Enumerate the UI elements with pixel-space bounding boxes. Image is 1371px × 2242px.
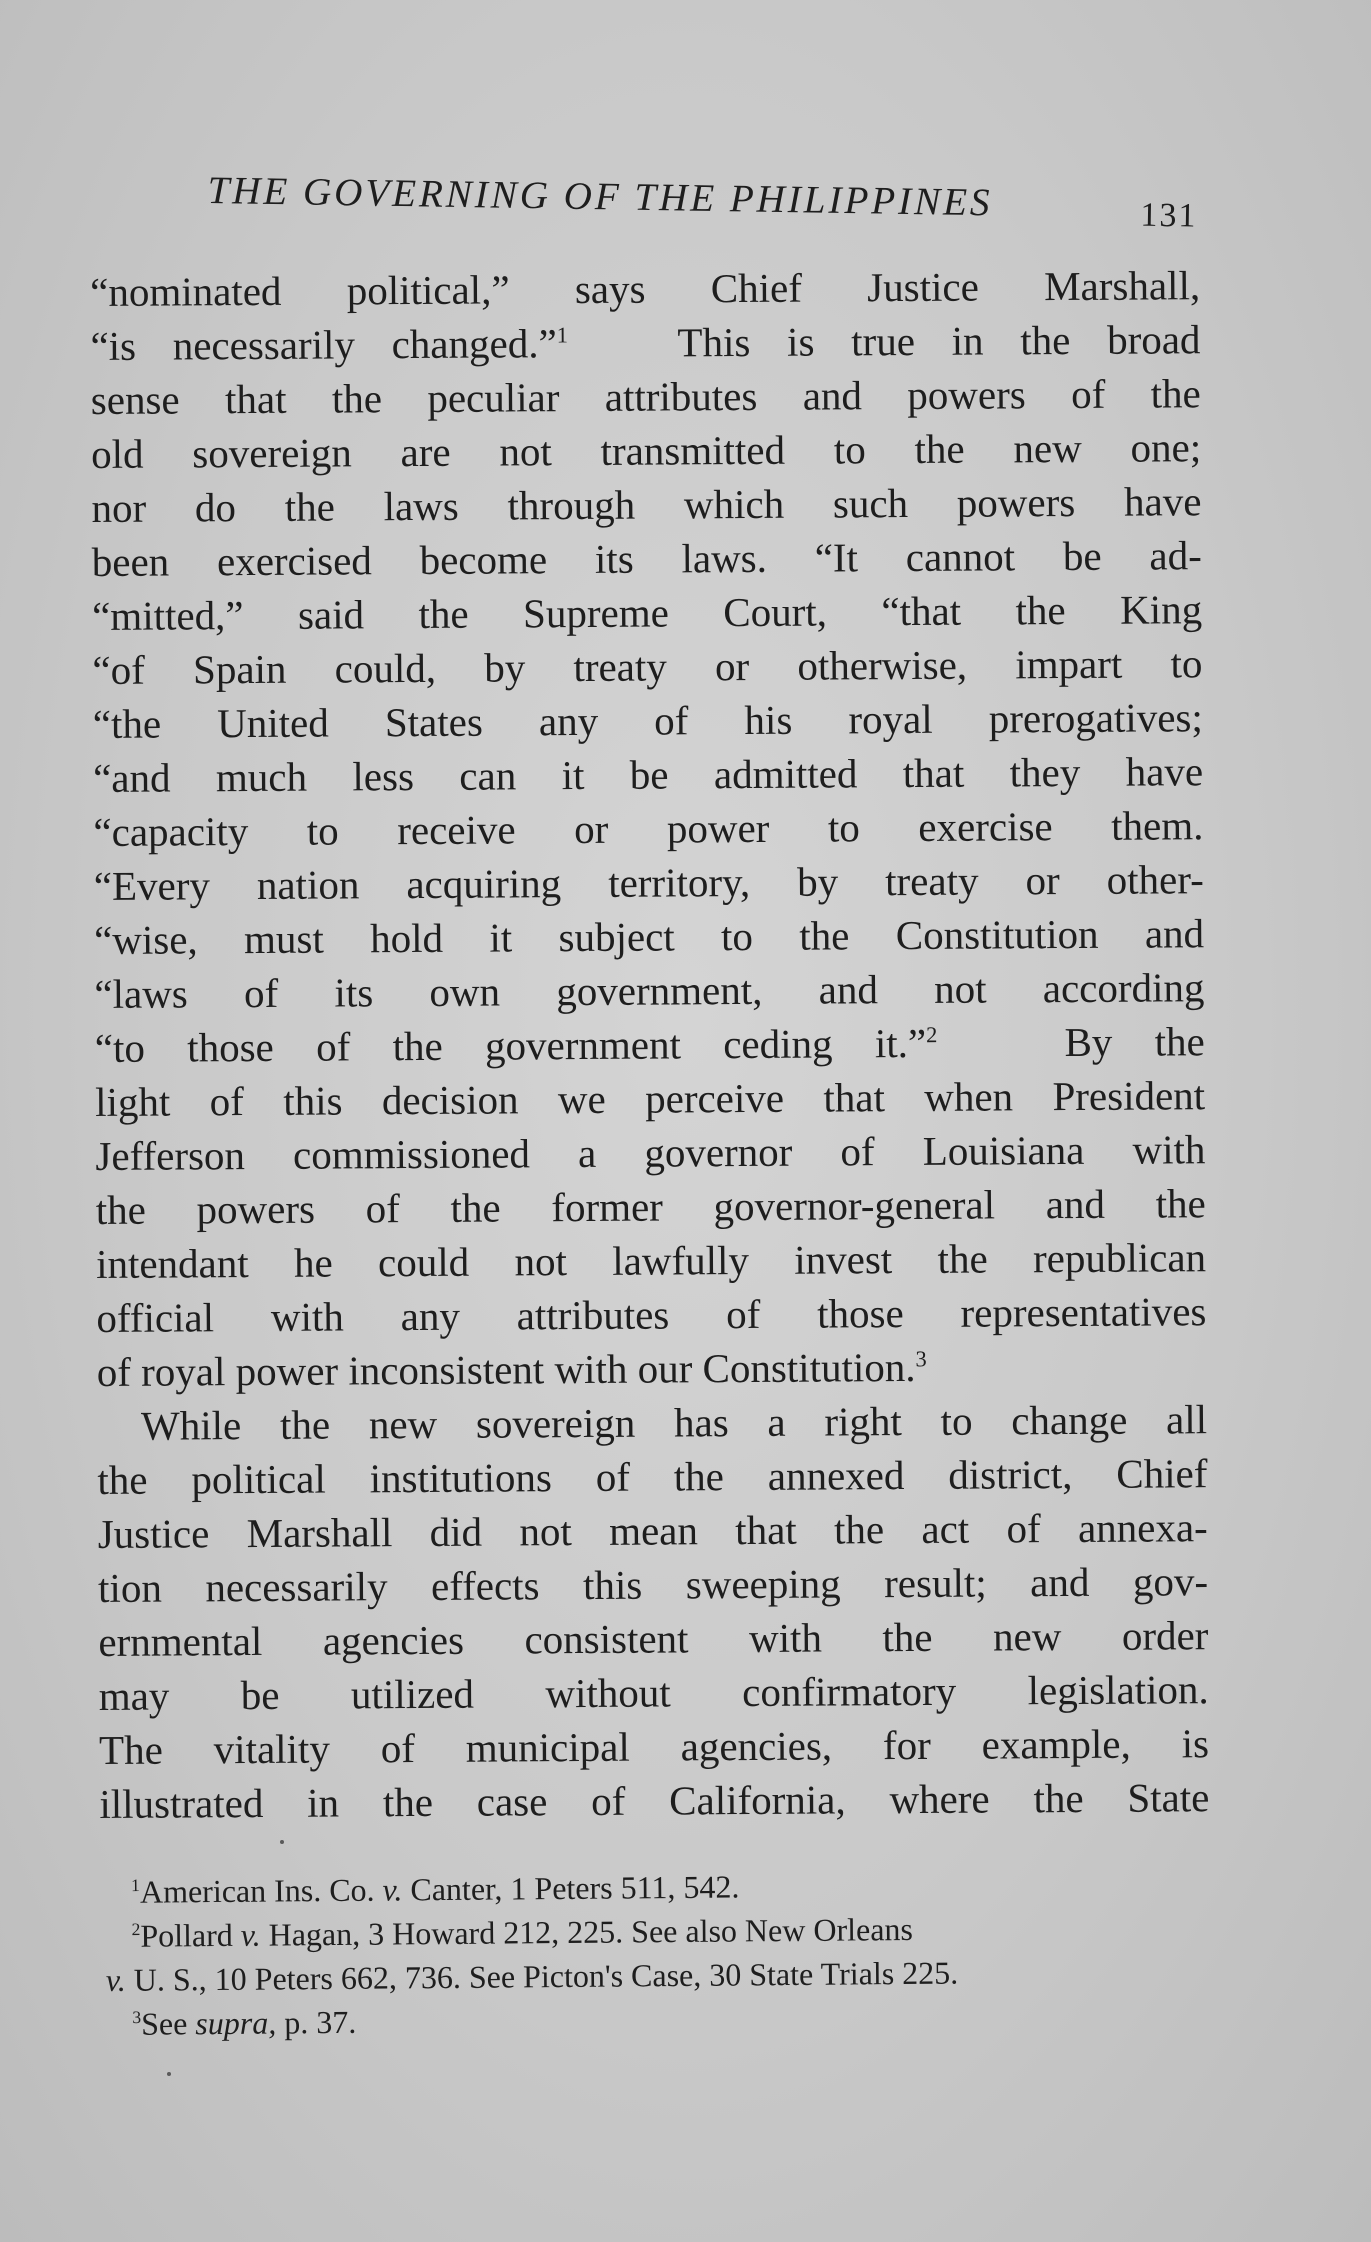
footnote-versus: v. [240, 1916, 261, 1953]
page-number: 131 [1140, 196, 1198, 235]
text-line: intendant he could not lawfully invest the republican [95, 1234, 1207, 1287]
text-line: “capacity to receive or power to exercise them. [93, 802, 1204, 855]
footnote-mark: 2 [131, 1919, 141, 1940]
text-line: “laws of its own government, and not according [94, 964, 1205, 1017]
text-line: “the United States any of his royal prerogatives; [92, 694, 1203, 747]
text-line: nor do the laws through which such powers have [91, 478, 1202, 531]
footnote-text: Canter, 1 Peters 511, 542. [402, 1868, 740, 1908]
text-line: “Every nation acquiring territory, by treaty or other- [93, 856, 1204, 909]
footnote-text: U. S., 10 Peters 662, 736. See Picton's Case, 30 State Trials 225. [125, 1954, 959, 1998]
text-line: “wise, must hold it subject to the Constitution and [93, 910, 1205, 963]
text-line: light of this decision we perceive that when President [94, 1072, 1206, 1125]
text-line: “mitted,” said the Supreme Court, “that the King [92, 586, 1203, 639]
text-line: may be utilized without confirmatory legislation. [98, 1666, 1209, 1719]
ink-speck [280, 1840, 284, 1844]
text-line: tion necessarily effects this sweeping result; and gov- [97, 1558, 1209, 1611]
footnote-mark: 3 [132, 2007, 142, 2028]
footnotes [105, 1861, 1166, 2046]
footnote-3 [106, 1993, 1166, 2046]
footnote-ref: 3 [915, 1346, 927, 1372]
text-line: the political institutions of the annexed district, Chief [97, 1450, 1208, 1503]
text-line: The vitality of municipal agencies, for example, is [98, 1720, 1210, 1773]
text-line: “nominated political,” says Chief Justice Marshall, [90, 262, 1201, 315]
text-line: the powers of the former governor-general and the [95, 1180, 1206, 1233]
text-line [95, 1014, 1205, 1075]
footnote-text: See [140, 2005, 196, 2042]
text-line: “and much less can it be admitted that they have [92, 748, 1204, 801]
text-segment: “to those of the government ceding it.” [94, 1019, 927, 1071]
footnote-versus: v. [105, 1961, 126, 1998]
footnote-text: American Ins. Co. [139, 1871, 383, 1910]
footnote-text: p. 37. [276, 2003, 357, 2041]
ink-speck [167, 2072, 171, 2076]
text-line: Jefferson commissioned a governor of Louisiana with [95, 1126, 1206, 1179]
footnote-text: Pollard [140, 1916, 241, 1954]
text-segment: “is necessarily changed.” [90, 320, 557, 369]
footnote-text: Hagan, 3 Howard 212, 225. See also New Orleans [260, 1910, 914, 1953]
running-head-title: THE GOVERNING OF THE PHILIPPINES [207, 168, 993, 225]
footnote-supra: supra, [195, 2004, 277, 2042]
footnote-versus: v. [382, 1871, 403, 1908]
text-line: old sovereign are not transmitted to the new one; [91, 424, 1202, 477]
text-line [90, 312, 1200, 373]
footnote-mark: 1 [131, 1875, 141, 1896]
text-segment: This is true in the broad [677, 316, 1201, 366]
text-line [97, 1338, 1207, 1399]
running-head [207, 168, 1198, 244]
body-text [90, 258, 1210, 1831]
text-line: Justice Marshall did not mean that the act of annexa- [97, 1504, 1208, 1557]
text-segment: By the [1064, 1018, 1205, 1066]
text-line: sense that the peculiar attributes and powers of the [90, 370, 1201, 423]
footnote-ref: 2 [926, 1022, 938, 1048]
text-line: ernmental agencies consistent with the new order [98, 1612, 1209, 1665]
text-segment: of royal power inconsistent with our Constitution. [96, 1343, 916, 1395]
text-line: illustrated in the case of California, where the State [99, 1774, 1210, 1827]
footnote-ref: 1 [556, 322, 569, 348]
text-line: been exercised become its laws. “It cannot be ad- [91, 532, 1202, 585]
paragraph-start-line: While the new sovereign has a right to change all [140, 1396, 1208, 1449]
text-line: official with any attributes of those representatives [96, 1288, 1207, 1341]
text-line: “of Spain could, by treaty or otherwise, impart to [92, 640, 1203, 693]
